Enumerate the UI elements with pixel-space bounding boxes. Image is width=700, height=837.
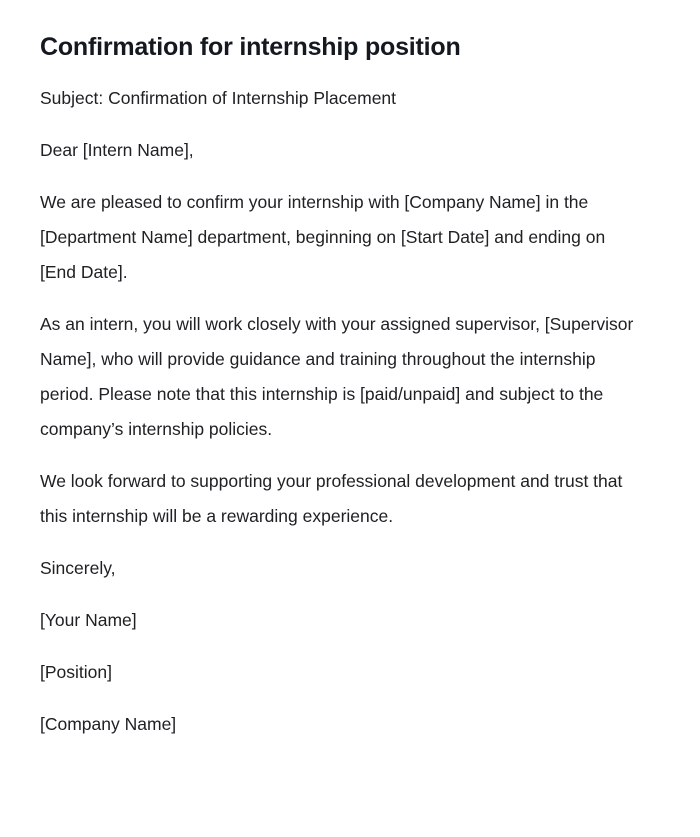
paragraph-supervision-terms: As an intern, you will work closely with your assigned supervisor, [Supervisor Name], who will provide guidance and training throughout the internship period. Please note that this internship is [paid/unpaid] and subject to the company’s internship policies. bbox=[40, 314, 634, 440]
paragraph-subject: Subject: Confirmation of Internship Placement bbox=[40, 88, 397, 109]
paragraph-sender-name: [Your Name] bbox=[40, 610, 137, 631]
paragraph-confirmation-details: We are pleased to confirm your internship with [Company Name] in the [Department Name] department, beginning on [Start Date] and ending on [End Date]. bbox=[40, 192, 606, 283]
paragraph-salutation: Dear [Intern Name], bbox=[40, 140, 194, 161]
page-title: Confirmation for internship position bbox=[40, 33, 461, 61]
paragraph-closing-statement: We look forward to supporting your professional development and trust that this internship will be a rewarding experience. bbox=[40, 471, 623, 527]
paragraph-signoff: Sincerely, bbox=[40, 558, 116, 579]
paragraph-sender-company: [Company Name] bbox=[40, 714, 177, 735]
paragraph-sender-position: [Position] bbox=[40, 662, 112, 683]
